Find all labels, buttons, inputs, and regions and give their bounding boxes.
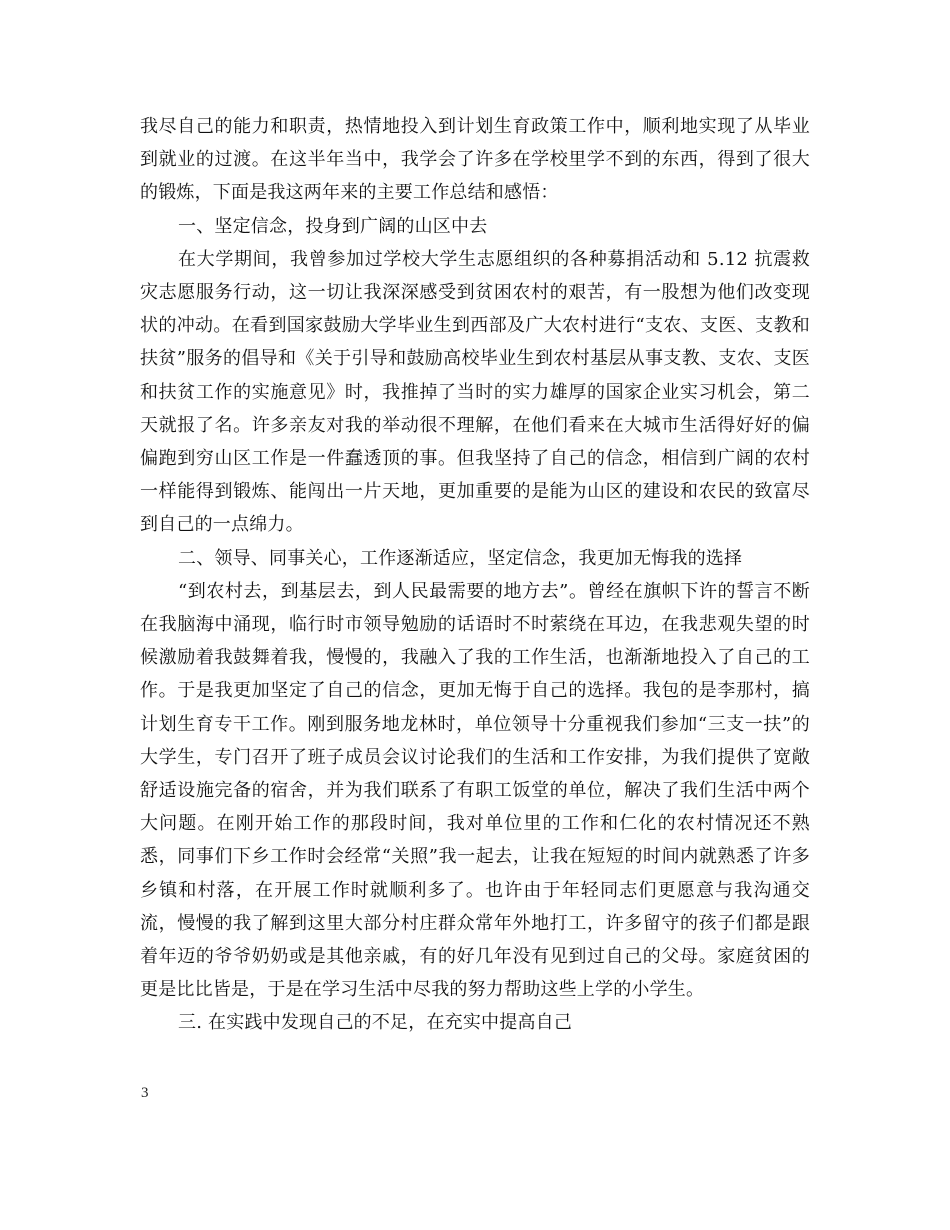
paragraph-section-1: 在大学期间，我曾参加过学校大学生志愿组织的各种募捐活动和 5.12 抗震救灾志愿服务行动，这一切让我深深感受到贫困农村的艰苦，有一股想为他们改变现状的冲动。在看到国家鼓励大学毕业生到西部及广大农村进行“支农、支医、支教和扶贫”服务的倡导和《关于引导和鼓励高校毕业生到农村基层从事支教、支农、支医和扶贫工作的实施意见》时，我推掉了当时的实力雄厚的国家企业实习机会，第二天就报了名。许多亲友对我的举动很不理解，在他们看来在大城市生活得好好的偏偏跑到穷山区工作是一件蠢透顶的事。但我坚持了自己的信念，相信到广阔的农村一样能得到锻炼、能闯出一片天地，更加重要的是能为山区的建设和农民的致富尽到自己的一点绵力。: [140, 248, 810, 536]
section-heading-1: 一、坚定信念，投身到广阔的山区中去: [178, 215, 488, 237]
paragraph-section-2: “到农村去，到基层去，到人民最需要的地方去”。曾经在旗帜下许的誓言不断在我脑海中涌现，临行时市领导勉励的话语时不时萦绕在耳边，在我悲观失望的时候激励着我鼓舞着我，慢慢的，我融入了我的工作生活，也渐渐地投入了自己的工作。于是我更加坚定了自己的信念，更加无悔于自己的选择。我包的是李那村，搞计划生育专干工作。刚到服务地龙林时，单位领导十分重视我们参加“三支一扶”的大学生，专门召开了班子成员会议讨论我们的生活和工作安排，为我们提供了宽敞舒适设施完备的宿舍，并为我们联系了有职工饭堂的单位，解决了我们生活中两个大问题。在刚开始工作的那段时间，我对单位里的工作和仁化的农村情况还不熟悉，同事们下乡工作时会经常“关照”我一起去，让我在短短的时间内就熟悉了许多乡镇和村落，在开展工作时就顺利多了。也许由于年轻同志们更愿意与我沟通交流，慢慢的我了解到这里大部分村庄群众常年外地打工，许多留守的孩子们都是跟着年迈的爷爷奶奶或是其他亲戚，有的好几年没有见到过自己的父母。家庭贫困的更是比比皆是，于是在学习生活中尽我的努力帮助这些上学的小学生。: [140, 580, 810, 1001]
section-heading-3: 三. 在实践中发现自己的不足，在充实中提高自己: [178, 1012, 573, 1034]
body-text: [140, 110, 810, 1040]
paragraph-intro-continuation: 我尽自己的能力和职责，热情地投入到计划生育政策工作中，顺利地实现了从毕业到就业的过渡。在这半年当中，我学会了许多在学校里学不到的东西，得到了很大的锻炼，下面是我这两年来的主要工作总结和感悟：: [140, 116, 810, 204]
section-heading-2: 二、领导、同事关心，工作逐渐适应，坚定信念，我更加无悔我的选择: [178, 547, 743, 569]
page-number: 3: [141, 1085, 149, 1101]
